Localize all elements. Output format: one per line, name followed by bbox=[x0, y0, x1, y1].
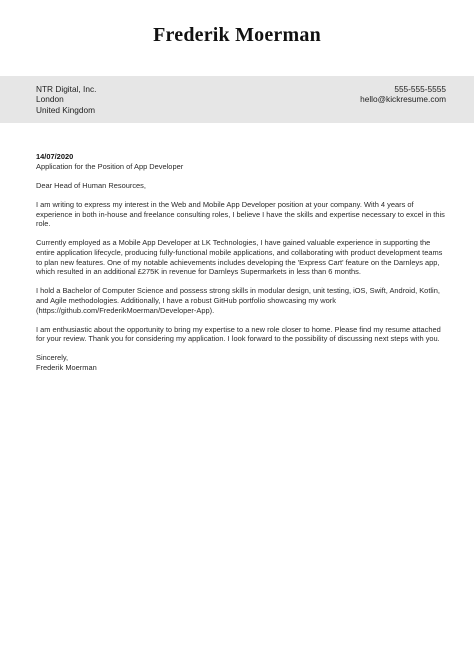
letter-closing: Sincerely, bbox=[36, 353, 69, 363]
letter-paragraph-3: I hold a Bachelor of Computer Science and possess strong skills in modular design, unit testing, iOS, Swift, Android, Kotlin, and Agile methodologies. Additionally, I have a robust GitHub portfolio showcasing my work (https://github.com/FrederikMoerman/Developer-App). bbox=[36, 286, 440, 315]
contact-band bbox=[0, 76, 474, 123]
letter-paragraph-1: I am writing to express my interest in the Web and Mobile App Developer position at your company. With 4 years of experience in both in-house and freelance consulting roles, I believe I have the skills and expertise necessary to excel in this role. bbox=[36, 199, 445, 229]
letter-subject: Application for the Position of App Developer bbox=[36, 161, 184, 171]
sender-phone: 555-555-5555 bbox=[394, 84, 446, 94]
sender-email: hello@kickresume.com bbox=[360, 94, 446, 105]
letter-body bbox=[36, 152, 448, 373]
recipient-address bbox=[36, 84, 96, 115]
recipient-country: United Kingdom bbox=[36, 104, 96, 115]
recipient-city: London bbox=[36, 94, 64, 105]
sender-name: Frederik Moerman bbox=[153, 24, 321, 46]
letter-salutation: Dear Head of Human Resources, bbox=[36, 180, 146, 190]
letter-date: 14/07/2020 bbox=[36, 152, 74, 161]
letter-paragraph-4: I am enthusiastic about the opportunity to bring my expertise to a new role closer to home. Please find my resume attached for your review. Thank you for considering my application. I look forward to the possibility of discussing next steps with you. bbox=[36, 324, 441, 344]
recipient-company: NTR Digital, Inc. bbox=[36, 84, 97, 94]
letter-paragraph-2: Currently employed as a Mobile App Developer at LK Technologies, I have gained valuable experience in supporting the entire application lifecycle, producing fully-functional mobile applications, and collaborating with product development teams to plan new features. One of my notable achievements includes developing the 'Express Cart' feature on the Darnleys app, which resulted in an additional £275K in revenue for Darnleys Supermarkets in less than 6 months. bbox=[36, 238, 443, 277]
letter-signature: Frederik Moerman bbox=[36, 363, 97, 373]
sender-contact bbox=[360, 84, 446, 105]
